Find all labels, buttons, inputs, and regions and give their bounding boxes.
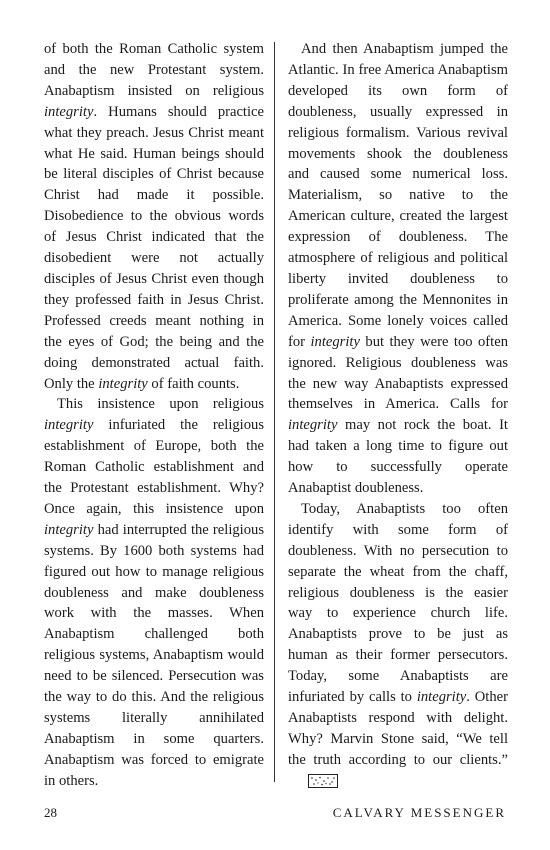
emphasis: integrity (44, 521, 94, 538)
emphasis: integrity (416, 689, 467, 706)
paragraph: This insistence upon religious integrity infuriated the religious establishment of Europe, both the Roman Catholic establishment and the Protestant establishment. Why? Once again, this insistence upon integrity had interrupted the religious systems. By 1600 both systems had figured out how to manage religious doubleness and make doubleness work with the masses. When Anabaptism challenged both religious systems, Anabaptism would need to be silenced. Persecution was the way to do this. And the religious systems literally annihilated Anabaptism in some quarters. Anabaptism was forced to emigrate in others. (44, 396, 264, 789)
right-column (288, 39, 508, 792)
emphasis: integrity (44, 103, 94, 120)
emphasis: integrity (98, 375, 148, 392)
paragraph: And then Anabaptism jumped the Atlantic. In free America Anabaptism developed its own form of doubleness, usually expressed in religious formalism. Various revival movements shook the doubleness and caused some numerical loss. Materialism, so native to the American culture, created the largest expression of doubleness. The atmosphere of religious and political liberty invited doubleness to proliferate among the Mennonites in America. Some lonely voices called for integrity but they were too often ignored. Religious doubleness was the new way Anabaptists expressed themselves in America. Calls for integrity may not rock the boat. It had taken a long time to figure out how to successfully operate Anabaptist doubleness. (288, 41, 508, 497)
paragraph: of both the Roman Catholic system and the new Protestant system. Anabaptism insisted on religious integrity. Humans should practice what they preach. Jesus Christ meant what He said. Human beings should be literal disciples of Christ because Christ had made it possible. Disobedience to the obvious words of Jesus Christ indicated that the disobedient were not actually disciples of Jesus Christ even though they professed faith in Jesus Christ. Professed creeds meant nothing in the eyes of God; the being and the doing demonstrated actual faith. Only the integrity of faith counts. (44, 41, 264, 392)
page-number: 28 (44, 805, 57, 820)
paragraph-text: Today, Anabaptists too often identify with some form of doubleness. With no persecution to separate the wheat from the chaff, religious doubleness is the easier way to experience church life. Anabaptists prove to be just as human as their former persecutors. Today, some Anabaptists are infuriated by calls to integrity. Other Anabaptists respond with delight. Why? Marvin Stone said, “We tell the truth according to our clients.” (288, 500, 508, 768)
emphasis: integrity (44, 417, 94, 434)
left-column (44, 39, 264, 792)
paragraph (288, 499, 508, 792)
ornamental-end-mark-icon (308, 774, 338, 788)
running-footer: CALVARY MESSENGER (332, 805, 506, 820)
emphasis: integrity (288, 417, 338, 434)
emphasis: integrity (310, 333, 360, 350)
column-divider (274, 42, 275, 782)
